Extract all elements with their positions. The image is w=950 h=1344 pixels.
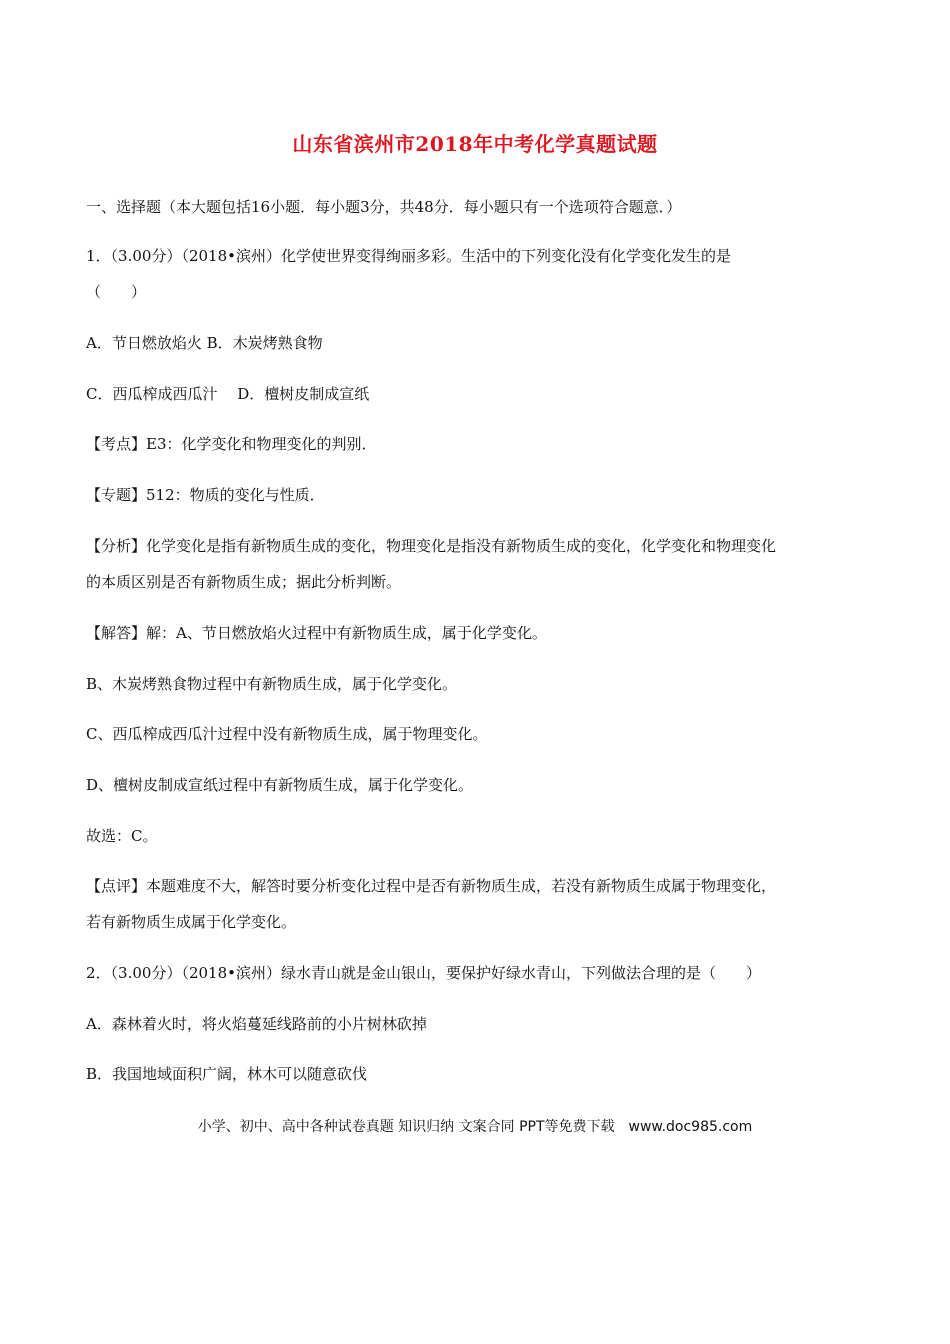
fenxi-line: 【分析】化学变化是指有新物质生成的变化，物理变化是指没有新物质生成的变化，化学变化和物理变化 (86, 537, 777, 555)
jieda-b-line: B、木炭烤熟食物过程中有新物质生成，属于化学变化。 (86, 675, 458, 693)
jieda-c-line: C、西瓜榨成西瓜汁过程中没有新物质生成，属于物理变化。 (86, 725, 488, 743)
question-1-stem-cont: （ ） (86, 283, 147, 301)
document-title: 山东省滨州市2018年中考化学真题试题 (292, 132, 658, 156)
question-1-options-cd: C．西瓜榨成西瓜汁 D．檀树皮制成宣纸 (86, 385, 370, 403)
question-1-stem: 1．（3.00分）（2018•滨州）化学使世界变得绚丽多彩。生活中的下列变化没有化学变化发生的是 (86, 247, 731, 265)
zhuanti-line: 【专题】512：物质的变化与性质． (86, 486, 325, 504)
dianping-line-cont: 若有新物质生成属于化学变化。 (86, 913, 297, 931)
question-1-options-ab: A．节日燃放焰火 B．木炭烤熟食物 (86, 334, 323, 352)
question-2-option-b: B．我国地域面积广阔，林木可以随意砍伐 (86, 1065, 368, 1083)
page-footer: 小学、初中、高中各种试卷真题 知识归纳 文案合同 PPT等免费下载 www.doc985.com (197, 1119, 753, 1135)
kaodian-line: 【考点】E3：化学变化和物理变化的判别． (86, 435, 377, 453)
jieda-d-line: D、檀树皮制成宣纸过程中有新物质生成，属于化学变化。 (86, 776, 474, 794)
question-2-stem: 2．（3.00分）（2018•滨州）绿水青山就是金山银山，要保护好绿水青山，下列做法合理的是（ ） (86, 964, 761, 982)
dianping-line: 【点评】本题难度不大，解答时要分析变化过程中是否有新物质生成，若没有新物质生成属于物理变化， (86, 877, 777, 895)
question-2-option-a: A．森林着火时，将火焰蔓延线路前的小片树林砍掉 (86, 1015, 427, 1033)
jieda-line: 【解答】解：A、节日燃放焰火过程中有新物质生成，属于化学变化。 (86, 624, 547, 642)
answer-line: 故选：C。 (86, 827, 158, 845)
fenxi-line-cont: 的本质区别是否有新物质生成；据此分析判断。 (86, 573, 402, 591)
section-heading: 一、选择题（本大题包括16小题．每小题3分，共48分．每小题只有一个选项符合题意．） (86, 198, 682, 216)
